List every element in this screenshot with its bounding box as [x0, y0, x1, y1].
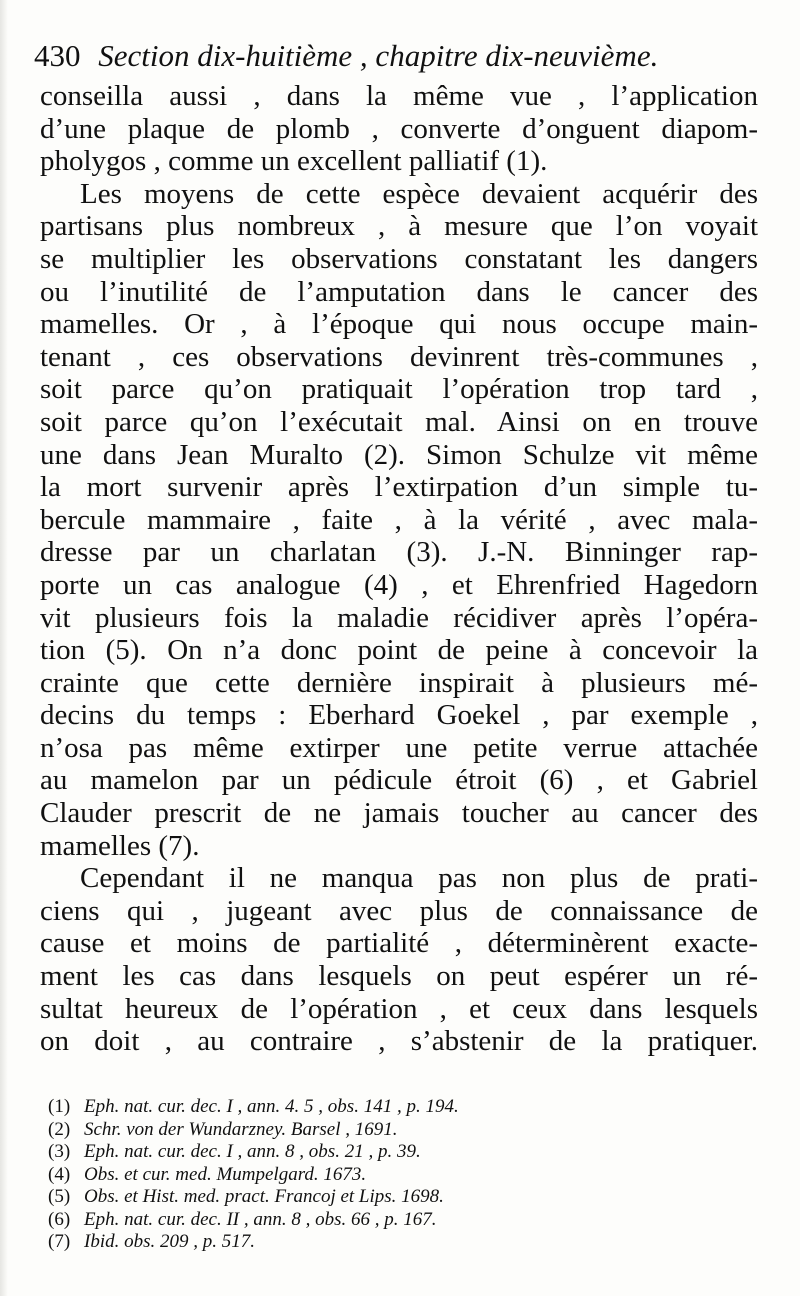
- text-line: se multiplier les observations constatant les dangers: [40, 242, 758, 275]
- text-line: mamelles (7).: [40, 829, 200, 862]
- footnote-mark: (4): [48, 1163, 71, 1185]
- text-line: mamelles. Or , à l’époque qui nous occupe main-: [40, 308, 758, 341]
- footnote: [48, 1231, 748, 1254]
- footnote: [48, 1209, 748, 1232]
- text-line: la mort survenir après l’extirpation d’un simple tu-: [40, 471, 758, 504]
- footnote-text: Eph. nat. cur. dec. II , ann. 8 , obs. 66 , p. 167.: [84, 1208, 437, 1230]
- text-line: sultat heureux de l’opération , et ceux dans lesquels: [40, 992, 758, 1025]
- text-line: au mamelon par un pédicule étroit (6) , et Gabriel: [40, 764, 758, 797]
- footnote: [48, 1186, 748, 1209]
- footnote: [48, 1096, 748, 1119]
- text-line: une dans Jean Muralto (2). Simon Schulze vit même: [40, 438, 758, 471]
- text-line: soit parce qu’on l’exécutait mal. Ainsi on en trouve: [40, 405, 758, 438]
- page-number: 430: [34, 38, 81, 73]
- footnote-text: Eph. nat. cur. dec. I , ann. 4. 5 , obs. 141 , p. 194.: [84, 1096, 459, 1117]
- text-line: ou l’inutilité de l’amputation dans le cancer des: [40, 275, 758, 308]
- running-title: Section dix-huitième , chapitre dix-neuvième.: [98, 38, 659, 73]
- text-line: Cependant il ne manqua pas non plus de prati-: [80, 862, 758, 895]
- text-line: ciens qui , jugeant avec plus de connaissance de: [40, 894, 758, 927]
- text-line: decins du temps : Eberhard Goekel , par exemple ,: [40, 699, 758, 732]
- body-text: [40, 80, 758, 1058]
- text-line: cause et moins de partialité , déterminèrent exacte-: [40, 927, 758, 960]
- text-line: Clauder prescrit de ne jamais toucher au cancer des: [40, 797, 758, 830]
- text-line: soit parce qu’on pratiquait l’opération trop tard ,: [40, 373, 758, 406]
- text-line: porte un cas analogue (4) , et Ehrenfried Hagedorn: [40, 568, 758, 601]
- footnote-text: Schr. von der Wundarzney. Barsel , 1691.: [84, 1118, 398, 1140]
- footnote-mark: (5): [48, 1186, 71, 1207]
- footnote-text: Obs. et cur. med. Mumpelgard. 1673.: [84, 1163, 367, 1185]
- text-line: n’osa pas même extirper une petite verrue attachée: [40, 731, 758, 764]
- text-line: dresse par un charlatan (3). J.-N. Binninger rap-: [40, 536, 758, 569]
- footnote-mark: (7): [48, 1231, 71, 1252]
- footnotes: [48, 1096, 748, 1254]
- running-head: [34, 36, 774, 76]
- text-line: on doit , au contraire , s’abstenir de la pratiquer.: [40, 1025, 758, 1058]
- text-line: ment les cas dans lesquels on peut espérer un ré-: [40, 960, 758, 993]
- footnote-mark: (6): [48, 1208, 71, 1230]
- text-line: conseilla aussi , dans la même vue , l’application: [40, 80, 758, 112]
- text-line: vit plusieurs fois la maladie récidiver après l’opéra-: [40, 601, 758, 634]
- footnote: [48, 1119, 748, 1142]
- footnote-mark: (2): [48, 1118, 71, 1140]
- text-line: tion (5). On n’a donc point de peine à concevoir la: [40, 634, 758, 667]
- text-line: bercule mammaire , faite , à la vérité , avec mala-: [40, 503, 758, 536]
- text-line: Les moyens de cette espèce devaient acquérir des: [80, 177, 758, 210]
- text-line: d’une plaque de plomb , converte d’onguent diapom-: [40, 112, 758, 145]
- footnote: [48, 1164, 748, 1187]
- text-line: crainte que cette dernière inspirait à plusieurs mé-: [40, 666, 758, 699]
- footnote: [48, 1141, 748, 1164]
- text-line: pholygos , comme un excellent palliatif (1).: [40, 145, 548, 178]
- page-edge-shadow: [0, 0, 8, 1296]
- footnote-text: Eph. nat. cur. dec. I , ann. 8 , obs. 21 , p. 39.: [84, 1141, 421, 1162]
- footnote-text: Obs. et Hist. med. pract. Francoj et Lips. 1698.: [84, 1186, 444, 1207]
- footnote-mark: (3): [48, 1141, 71, 1162]
- text-line: partisans plus nombreux , à mesure que l’on voyait: [40, 210, 758, 243]
- footnote-mark: (1): [48, 1096, 71, 1117]
- text-line: tenant , ces observations devinrent très-communes ,: [40, 340, 758, 373]
- footnote-text: Ibid. obs. 209 , p. 517.: [84, 1231, 255, 1252]
